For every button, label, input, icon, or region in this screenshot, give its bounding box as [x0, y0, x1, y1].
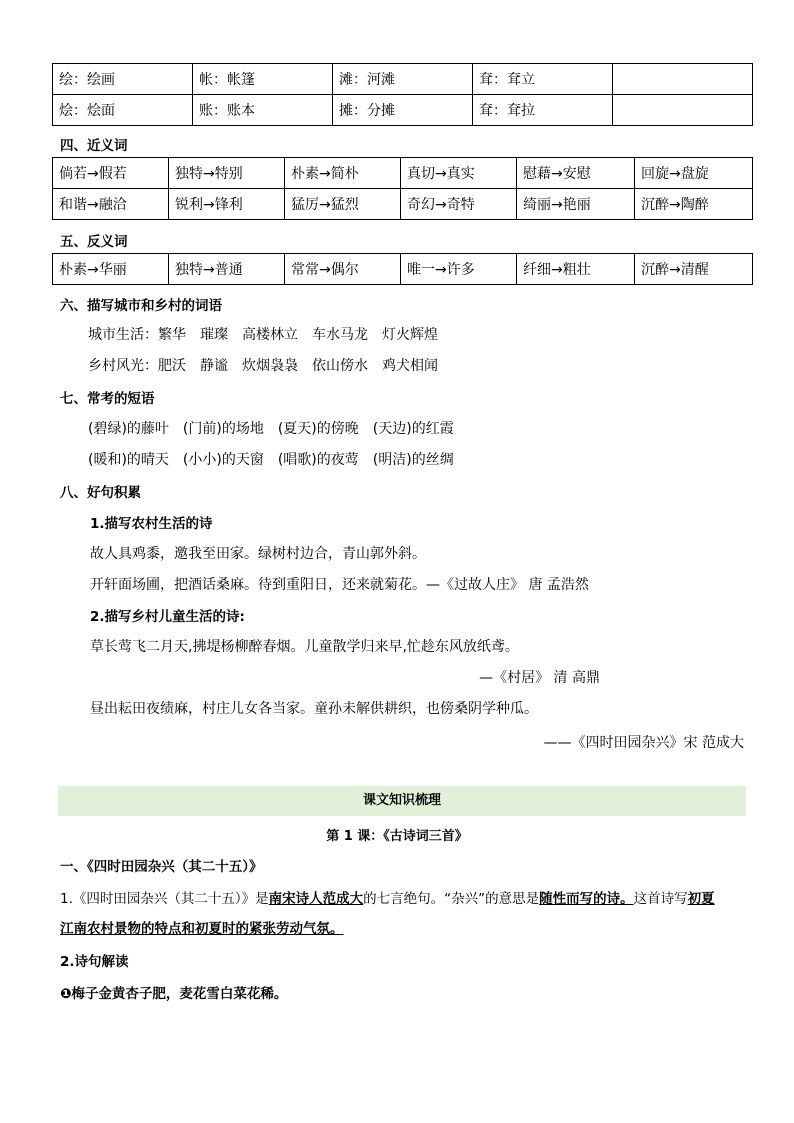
- table-row: [53, 254, 753, 285]
- text-run: 这首诗写: [633, 891, 688, 907]
- table-row: [53, 95, 753, 126]
- text-run: 的七言绝句。“杂兴”的意思是: [363, 891, 540, 907]
- synonym-table: [52, 157, 753, 220]
- table-cell: 滩：河滩: [333, 64, 473, 95]
- table-cell: 常常→偶尔: [285, 254, 401, 285]
- phrase-line: (暖和)的晴天 (小小)的天窗 (唱歌)的夜莺 (明洁)的丝绸: [88, 452, 454, 468]
- table-cell: 真切→真实: [401, 158, 517, 189]
- antonym-table: [52, 253, 753, 285]
- table-cell: 摊：分摊: [333, 95, 473, 126]
- village-words: 乡村风光：肥沃 静谧 炊烟袅袅 依山傍水 鸡犬相闻: [88, 358, 438, 374]
- phrase-line: (碧绿)的藤叶 (门前)的场地 (夏天)的傍晚 (天边)的红霞: [88, 421, 454, 437]
- city-words: 城市生活：繁华 璀璨 高楼林立 车水马龙 灯火辉煌: [88, 327, 438, 343]
- table-cell: 回旋→盘旋: [635, 158, 753, 189]
- table-cell: 和谐→融洽: [53, 189, 169, 220]
- table-cell: 朴素→华丽: [53, 254, 169, 285]
- key-term: 南宋诗人范成大: [268, 891, 364, 907]
- poem-line: 草长莺飞二月天,拂堤杨柳醉春烟。儿童散学归来早,忙趁东风放纸鸢。: [90, 639, 519, 655]
- section-heading-phrases: 七、常考的短语: [60, 391, 155, 407]
- section-heading-good-sentences: 八、好句积累: [60, 485, 141, 501]
- section-banner: 课文知识梳理: [58, 786, 746, 816]
- table-cell: 沉醉→清醒: [635, 254, 753, 285]
- table-cell: [613, 64, 753, 95]
- table-cell: 奇幻→奇特: [401, 189, 517, 220]
- poem-source: ——《四时田园杂兴》宋 范成大: [543, 735, 744, 751]
- subheading: 2.描写乡村儿童生活的诗:: [90, 609, 245, 625]
- table-cell: 慰藉→安慰: [517, 158, 635, 189]
- paragraph: [60, 887, 715, 907]
- table-cell: 猛厉→猛烈: [285, 189, 401, 220]
- poem-line: 故人具鸡黍，邀我至田家。绿树村边合，青山郭外斜。: [90, 546, 426, 562]
- table-cell: 烩：烩面: [53, 95, 193, 126]
- homophone-table: [52, 63, 753, 126]
- key-term: 初夏: [687, 891, 715, 907]
- table-cell: 沉醉→陶醉: [635, 189, 753, 220]
- poem-source: —《村居》 清 高鼎: [479, 670, 600, 686]
- table-cell: 绮丽→艳丽: [517, 189, 635, 220]
- table-row: [53, 158, 753, 189]
- table-cell: 耷：耷拉: [473, 95, 613, 126]
- table-cell: 纤细→粗壮: [517, 254, 635, 285]
- poem-line: 开轩面场圃，把酒话桑麻。待到重阳日，还来就菊花。—《过故人庄》 唐 孟浩然: [90, 577, 589, 593]
- section-heading-city-village: 六、描写城市和乡村的词语: [60, 298, 222, 314]
- section-heading-antonyms: 五、反义词: [60, 234, 128, 250]
- table-cell: [613, 95, 753, 126]
- poem-line: 昼出耘田夜绩麻，村庄儿女各当家。童孙未解供耕织，也傍桑阴学种瓜。: [90, 701, 538, 717]
- section-heading-synonyms: 四、近义词: [60, 138, 128, 154]
- table-cell: 锐利→锋利: [169, 189, 285, 220]
- part-heading: 一、《四时田园杂兴（其二十五）》: [60, 859, 263, 875]
- table-cell: 倘若→假若: [53, 158, 169, 189]
- table-cell: 独特→普通: [169, 254, 285, 285]
- key-term: 江南农村景物的特点和初夏时的紧张劳动气氛。: [60, 921, 344, 937]
- key-term: 随性而写的诗。: [539, 891, 634, 907]
- poem-line: ❶梅子金黄杏子肥，麦花雪白菜花稀。: [60, 986, 288, 1002]
- table-row: [53, 64, 753, 95]
- subheading: 1.描写农村生活的诗: [90, 516, 213, 532]
- lesson-title: 第 1 课：《古诗词三首》: [326, 829, 468, 844]
- table-cell: 耷：耷立: [473, 64, 613, 95]
- table-cell: 唯一→许多: [401, 254, 517, 285]
- table-cell: 绘：绘画: [53, 64, 193, 95]
- table-cell: 独特→特别: [169, 158, 285, 189]
- subheading: 2.诗句解读: [60, 954, 129, 970]
- text-run: 1.《四时田园杂兴（其二十五）》是: [60, 891, 269, 907]
- table-cell: 账：账本: [193, 95, 333, 126]
- table-cell: 帐：帐篷: [193, 64, 333, 95]
- table-cell: 朴素→简朴: [285, 158, 401, 189]
- table-row: [53, 189, 753, 220]
